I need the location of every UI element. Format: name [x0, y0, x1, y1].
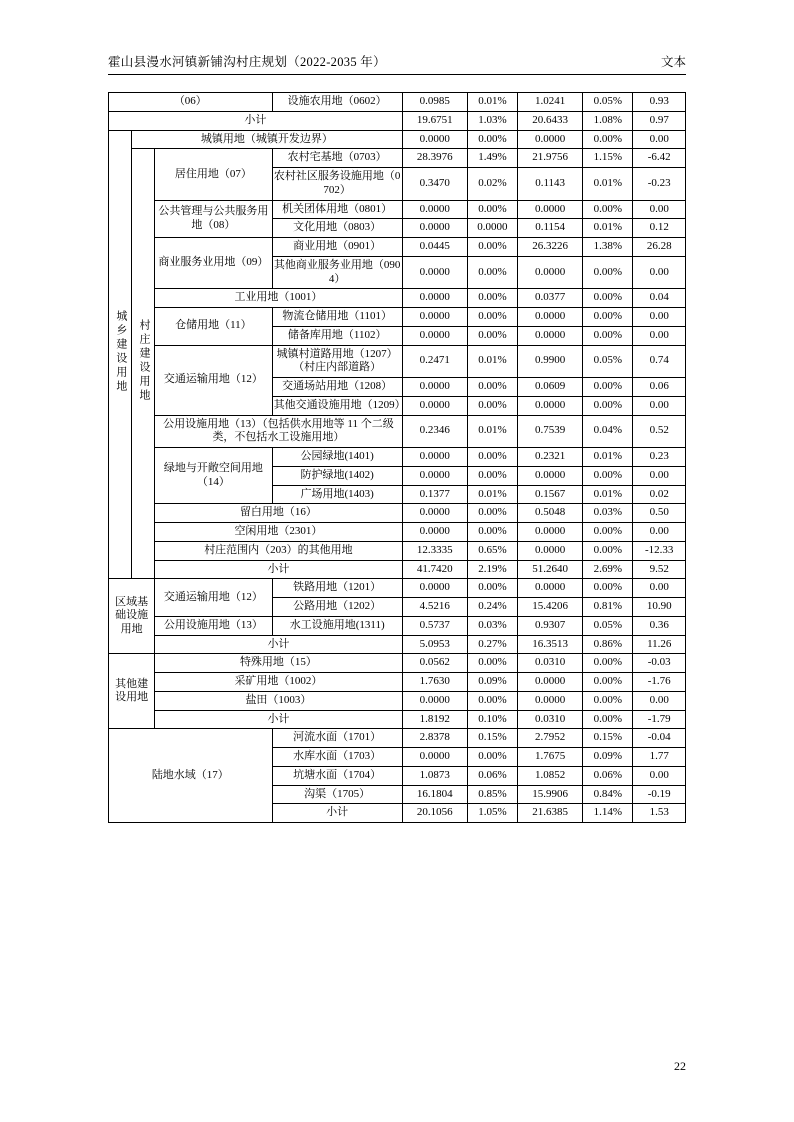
cell-area-current: 0.0000 — [402, 504, 467, 523]
cell-pct-current: 0.00% — [467, 378, 517, 397]
cell-pct-planned: 0.03% — [583, 504, 633, 523]
cell-change: -0.04 — [633, 729, 686, 748]
cell-area-current: 0.0445 — [402, 238, 467, 257]
cell-pct-planned: 0.00% — [583, 710, 633, 729]
header-divider — [108, 74, 686, 75]
table-row — [109, 579, 686, 598]
cell-change: 0.00 — [633, 200, 686, 219]
cell-change: 0.50 — [633, 504, 686, 523]
cell-pct-current: 0.00% — [467, 504, 517, 523]
cell-area-planned: 1.0852 — [518, 766, 583, 785]
cell-area-planned: 0.0310 — [518, 654, 583, 673]
land-use-table-body — [109, 93, 686, 823]
cell-pct-planned: 0.84% — [583, 785, 633, 804]
cell-change: 0.12 — [633, 219, 686, 238]
cell-area-current: 0.0000 — [402, 691, 467, 710]
cell-subcategory: 农村社区服务设施用地（0702） — [272, 168, 402, 201]
cell-subtotal-label: 小计 — [155, 635, 403, 654]
cell-group-chengxiang — [109, 130, 132, 579]
cell-area-planned: 0.0000 — [518, 673, 583, 692]
cell-area-current: 0.0000 — [402, 219, 467, 238]
cell-area-current: 0.0562 — [402, 654, 467, 673]
cell-pct-planned: 0.00% — [583, 200, 633, 219]
cell-category: 仓储用地（11） — [155, 308, 272, 346]
cell-pct-planned: 0.01% — [583, 448, 633, 467]
cell-subtotal-label: 小计 — [155, 560, 403, 579]
cell-subcategory: 盐田（1003） — [155, 691, 403, 710]
cell-pct-planned: 0.01% — [583, 168, 633, 201]
cell-area-planned: 0.0000 — [518, 308, 583, 327]
cell-pct-current: 0.27% — [467, 635, 517, 654]
cell-subcategory: 铁路用地（1201） — [272, 579, 402, 598]
table-row — [109, 289, 686, 308]
cell-area-planned: 15.4206 — [518, 598, 583, 617]
cell-subcategory: 交通场站用地（1208） — [272, 378, 402, 397]
cell-pct-current: 0.00% — [467, 238, 517, 257]
cell-area-current: 0.0000 — [402, 523, 467, 542]
cell-pct-planned: 0.00% — [583, 130, 633, 149]
cell-subcategory: 沟渠（1705） — [272, 785, 402, 804]
cell-area-planned: 0.5048 — [518, 504, 583, 523]
cell-area-planned: 21.6385 — [518, 804, 583, 823]
cell-area-current: 0.0985 — [402, 93, 467, 112]
table-row — [109, 238, 686, 257]
cell-subcategory: 城镇村道路用地（1207）（村庄内部道路） — [272, 345, 402, 378]
cell-area-current: 2.8378 — [402, 729, 467, 748]
cell-area-current: 0.0000 — [402, 200, 467, 219]
cell-area-current: 1.7630 — [402, 673, 467, 692]
cell-pct-planned: 1.08% — [583, 111, 633, 130]
cell-pct-current: 0.65% — [467, 541, 517, 560]
cell-pct-planned: 0.00% — [583, 308, 633, 327]
cell-pct-current: 0.02% — [467, 168, 517, 201]
cell-subcategory: 公路用地（1202） — [272, 598, 402, 617]
cell-area-planned: 2.7952 — [518, 729, 583, 748]
cell-pct-current: 0.01% — [467, 485, 517, 504]
cell-pct-current: 0.00% — [467, 326, 517, 345]
cell-pct-current: 1.49% — [467, 149, 517, 168]
cell-area-current: 0.0000 — [402, 579, 467, 598]
cell-pct-planned: 0.09% — [583, 748, 633, 767]
cell-pct-planned: 0.00% — [583, 396, 633, 415]
cell-area-planned: 1.7675 — [518, 748, 583, 767]
cell-pct-planned: 0.00% — [583, 691, 633, 710]
cell-pct-current: 0.09% — [467, 673, 517, 692]
group-label-chengxiang: 城乡建设用地 — [114, 310, 127, 394]
cell-change: 0.00 — [633, 326, 686, 345]
cell-area-planned: 0.1143 — [518, 168, 583, 201]
cell-area-planned: 0.0609 — [518, 378, 583, 397]
cell-category: 绿地与开敞空间用地（14） — [155, 448, 272, 504]
cell-pct-planned: 0.05% — [583, 616, 633, 635]
cell-change: 0.06 — [633, 378, 686, 397]
cell-change: -0.23 — [633, 168, 686, 201]
cell-pct-planned: 0.00% — [583, 378, 633, 397]
cell-subtotal-label: 小计 — [109, 111, 403, 130]
cell-pct-planned: 0.00% — [583, 673, 633, 692]
cell-subcategory: 空闲用地（2301） — [155, 523, 403, 542]
page-header — [108, 52, 686, 70]
cell-subtotal-label: 小计 — [272, 804, 402, 823]
table-row-subtotal — [109, 111, 686, 130]
cell-subcategory: 商业用地（0901） — [272, 238, 402, 257]
cell-change: 0.00 — [633, 130, 686, 149]
cell-subcategory: 水库水面（1703） — [272, 748, 402, 767]
table-row — [109, 345, 686, 378]
header-title: 霍山县漫水河镇新铺沟村庄规划（2022-2035 年） — [108, 55, 386, 69]
cell-pct-current: 0.00% — [467, 654, 517, 673]
cell-area-planned: 0.0000 — [518, 256, 583, 289]
cell-area-planned: 0.9900 — [518, 345, 583, 378]
cell-subcategory: 采矿用地（1002） — [155, 673, 403, 692]
cell-group-regional-infrastructure: 区域基础设施用地 — [109, 579, 155, 654]
cell-pct-current: 0.00% — [467, 130, 517, 149]
cell-subcategory: 其他商业服务业用地（0904） — [272, 256, 402, 289]
cell-pct-current: 0.01% — [467, 415, 517, 448]
cell-group-other-construction: 其他建设用地 — [109, 654, 155, 729]
table-row — [109, 616, 686, 635]
table-row — [109, 504, 686, 523]
cell-change: 0.00 — [633, 691, 686, 710]
cell-pct-planned: 0.00% — [583, 289, 633, 308]
cell-subcategory: 留白用地（16） — [155, 504, 403, 523]
cell-category: 交通运输用地（12） — [155, 579, 272, 617]
cell-subcategory: 广场用地(1403) — [272, 485, 402, 504]
cell-area-current: 0.1377 — [402, 485, 467, 504]
cell-area-planned: 0.0377 — [518, 289, 583, 308]
cell-area-current: 0.0000 — [402, 448, 467, 467]
cell-pct-planned: 1.14% — [583, 804, 633, 823]
cell-area-planned: 0.0310 — [518, 710, 583, 729]
cell-pct-current: 0.00% — [467, 396, 517, 415]
cell-pct-current: 0.00% — [467, 200, 517, 219]
table-row — [109, 448, 686, 467]
cell-subcategory: 物流仓储用地（1101） — [272, 308, 402, 327]
cell-change: 1.53 — [633, 804, 686, 823]
cell-category: 交通运输用地（12） — [155, 345, 272, 415]
cell-change: 0.00 — [633, 256, 686, 289]
cell-subcategory: 水工设施用地(1311) — [272, 616, 402, 635]
cell-area-planned: 20.6433 — [518, 111, 583, 130]
cell-category: 公共管理与公共服务用地（08） — [155, 200, 272, 238]
cell-area-current: 5.0953 — [402, 635, 467, 654]
cell-change: 0.00 — [633, 523, 686, 542]
cell-area-planned: 21.9756 — [518, 149, 583, 168]
table-row — [109, 415, 686, 448]
table-row — [109, 673, 686, 692]
cell-change: 0.23 — [633, 448, 686, 467]
cell-category: 商业服务业用地（09） — [155, 238, 272, 289]
table-row — [109, 654, 686, 673]
cell-change: -1.79 — [633, 710, 686, 729]
cell-pct-current: 2.19% — [467, 560, 517, 579]
cell-change: 0.00 — [633, 308, 686, 327]
cell-area-current: 0.0000 — [402, 466, 467, 485]
cell-area-planned: 26.3226 — [518, 238, 583, 257]
cell-change: 0.00 — [633, 466, 686, 485]
cell-pct-current: 0.00% — [467, 691, 517, 710]
group-label-cunzhuang: 村庄建设用地 — [137, 319, 150, 404]
cell-area-planned: 0.0000 — [518, 466, 583, 485]
cell-pct-current: 0.03% — [467, 616, 517, 635]
cell-change: 0.93 — [633, 93, 686, 112]
cell-subcategory: 城镇用地（城镇开发边界） — [132, 130, 403, 149]
cell-pct-planned: 0.00% — [583, 256, 633, 289]
cell-pct-planned: 0.00% — [583, 523, 633, 542]
cell-change: -6.42 — [633, 149, 686, 168]
cell-area-planned: 0.0000 — [518, 396, 583, 415]
cell-pct-planned: 0.00% — [583, 654, 633, 673]
cell-area-planned: 0.0000 — [518, 523, 583, 542]
cell-subcategory: 设施农用地（0602） — [272, 93, 402, 112]
cell-pct-current: 0.00% — [467, 256, 517, 289]
cell-pct-planned: 0.01% — [583, 485, 633, 504]
table-row — [109, 308, 686, 327]
table-row-subtotal — [109, 635, 686, 654]
cell-area-current: 0.5737 — [402, 616, 467, 635]
cell-change: 11.26 — [633, 635, 686, 654]
cell-pct-planned: 0.15% — [583, 729, 633, 748]
cell-change: 0.97 — [633, 111, 686, 130]
table-row — [109, 729, 686, 748]
cell-pct-planned: 2.69% — [583, 560, 633, 579]
cell-area-planned: 15.9906 — [518, 785, 583, 804]
cell-pct-planned: 0.04% — [583, 415, 633, 448]
table-row — [109, 149, 686, 168]
cell-category: 公用设施用地（13） — [155, 616, 272, 635]
cell-subcategory: 公用设施用地（13）（包括供水用地等 11 个二级类，不包括水工设施用地） — [155, 415, 403, 448]
cell-change: -0.03 — [633, 654, 686, 673]
cell-change: 0.36 — [633, 616, 686, 635]
cell-subcategory: 储备库用地（1102） — [272, 326, 402, 345]
cell-pct-current: 0.15% — [467, 729, 517, 748]
cell-area-current: 4.5216 — [402, 598, 467, 617]
cell-pct-current: 0.00% — [467, 748, 517, 767]
table-row — [109, 200, 686, 219]
cell-area-planned: 0.0000 — [518, 200, 583, 219]
header-section-label: 文本 — [660, 55, 686, 69]
cell-pct-planned: 0.00% — [583, 466, 633, 485]
cell-pct-planned: 0.86% — [583, 635, 633, 654]
cell-change: 0.00 — [633, 396, 686, 415]
cell-subcategory: 公园绿地(1401) — [272, 448, 402, 467]
cell-change: 0.74 — [633, 345, 686, 378]
cell-pct-current: 0.00% — [467, 579, 517, 598]
cell-area-current: 0.0000 — [402, 130, 467, 149]
cell-change: 0.04 — [633, 289, 686, 308]
table-row-subtotal — [109, 560, 686, 579]
cell-area-current: 0.0000 — [402, 396, 467, 415]
cell-area-current: 19.6751 — [402, 111, 467, 130]
cell-pct-current: 0.06% — [467, 766, 517, 785]
cell-subcategory: 文化用地（0803） — [272, 219, 402, 238]
cell-area-current: 16.1804 — [402, 785, 467, 804]
cell-subcategory: 特殊用地（15） — [155, 654, 403, 673]
cell-change: 0.00 — [633, 579, 686, 598]
cell-subcategory: 农村宅基地（0703） — [272, 149, 402, 168]
cell-change: 1.77 — [633, 748, 686, 767]
cell-pct-current: 0.01% — [467, 345, 517, 378]
table-row — [109, 523, 686, 542]
cell-area-planned: 1.0241 — [518, 93, 583, 112]
cell-area-current: 0.0000 — [402, 256, 467, 289]
cell-pct-planned: 0.05% — [583, 93, 633, 112]
cell-area-current: 0.2471 — [402, 345, 467, 378]
cell-pct-current: 0.01% — [467, 93, 517, 112]
cell-area-current: 0.0000 — [402, 748, 467, 767]
cell-area-current: 1.8192 — [402, 710, 467, 729]
cell-pct-planned: 0.01% — [583, 219, 633, 238]
cell-group-cunzhuang — [132, 149, 155, 579]
cell-category: （06） — [109, 93, 273, 112]
cell-pct-current: 1.05% — [467, 804, 517, 823]
cell-pct-current: 1.03% — [467, 111, 517, 130]
page-number: 22 — [674, 1059, 686, 1073]
table-row — [109, 541, 686, 560]
cell-pct-current: 0.85% — [467, 785, 517, 804]
cell-area-planned: 0.1567 — [518, 485, 583, 504]
table-row-subtotal — [109, 710, 686, 729]
cell-area-current: 41.7420 — [402, 560, 467, 579]
cell-subcategory: 防护绿地(1402) — [272, 466, 402, 485]
cell-group-inland-water: 陆地水域（17） — [109, 729, 273, 823]
cell-pct-current: 0.00% — [467, 523, 517, 542]
cell-pct-current: 0.10% — [467, 710, 517, 729]
cell-area-planned: 0.0000 — [518, 326, 583, 345]
cell-change: -1.76 — [633, 673, 686, 692]
cell-area-planned: 16.3513 — [518, 635, 583, 654]
cell-pct-current: 0.0000 — [467, 219, 517, 238]
cell-subcategory: 机关团体用地（0801） — [272, 200, 402, 219]
cell-pct-planned: 0.06% — [583, 766, 633, 785]
cell-area-planned: 51.2640 — [518, 560, 583, 579]
cell-subcategory: 村庄范围内（203）的其他用地 — [155, 541, 403, 560]
cell-area-current: 0.0000 — [402, 378, 467, 397]
cell-change: -12.33 — [633, 541, 686, 560]
cell-change: 9.52 — [633, 560, 686, 579]
cell-change: -0.19 — [633, 785, 686, 804]
cell-change: 0.02 — [633, 485, 686, 504]
table-row — [109, 691, 686, 710]
cell-area-planned: 0.1154 — [518, 219, 583, 238]
cell-subcategory: 工业用地（1001） — [155, 289, 403, 308]
cell-area-current: 1.0873 — [402, 766, 467, 785]
cell-pct-planned: 0.00% — [583, 579, 633, 598]
cell-area-current: 0.2346 — [402, 415, 467, 448]
cell-area-planned: 0.2321 — [518, 448, 583, 467]
cell-pct-current: 0.00% — [467, 466, 517, 485]
cell-area-planned: 0.0000 — [518, 579, 583, 598]
cell-area-planned: 0.7539 — [518, 415, 583, 448]
cell-pct-current: 0.00% — [467, 308, 517, 327]
cell-change: 0.00 — [633, 766, 686, 785]
cell-area-planned: 0.0000 — [518, 130, 583, 149]
cell-change: 0.52 — [633, 415, 686, 448]
table-row — [109, 130, 686, 149]
cell-area-current: 0.0000 — [402, 289, 467, 308]
cell-pct-current: 0.00% — [467, 289, 517, 308]
cell-area-current: 20.1056 — [402, 804, 467, 823]
cell-pct-planned: 0.81% — [583, 598, 633, 617]
table-row — [109, 93, 686, 112]
cell-pct-planned: 0.00% — [583, 541, 633, 560]
cell-pct-planned: 1.15% — [583, 149, 633, 168]
cell-category: 居住用地（07） — [155, 149, 272, 200]
cell-pct-planned: 0.05% — [583, 345, 633, 378]
cell-area-current: 28.3976 — [402, 149, 467, 168]
cell-pct-planned: 0.00% — [583, 326, 633, 345]
land-use-table — [108, 92, 686, 823]
cell-pct-current: 0.00% — [467, 448, 517, 467]
cell-area-current: 0.0000 — [402, 326, 467, 345]
cell-subcategory: 坑塘水面（1704） — [272, 766, 402, 785]
cell-area-current: 0.3470 — [402, 168, 467, 201]
cell-pct-planned: 1.38% — [583, 238, 633, 257]
cell-change: 10.90 — [633, 598, 686, 617]
cell-change: 26.28 — [633, 238, 686, 257]
cell-area-planned: 0.9307 — [518, 616, 583, 635]
cell-pct-current: 0.24% — [467, 598, 517, 617]
cell-area-planned: 0.0000 — [518, 541, 583, 560]
cell-subcategory: 其他交通设施用地（1209） — [272, 396, 402, 415]
cell-subtotal-label: 小计 — [155, 710, 403, 729]
cell-area-current: 12.3335 — [402, 541, 467, 560]
cell-area-planned: 0.0000 — [518, 691, 583, 710]
cell-area-current: 0.0000 — [402, 308, 467, 327]
cell-subcategory: 河流水面（1701） — [272, 729, 402, 748]
